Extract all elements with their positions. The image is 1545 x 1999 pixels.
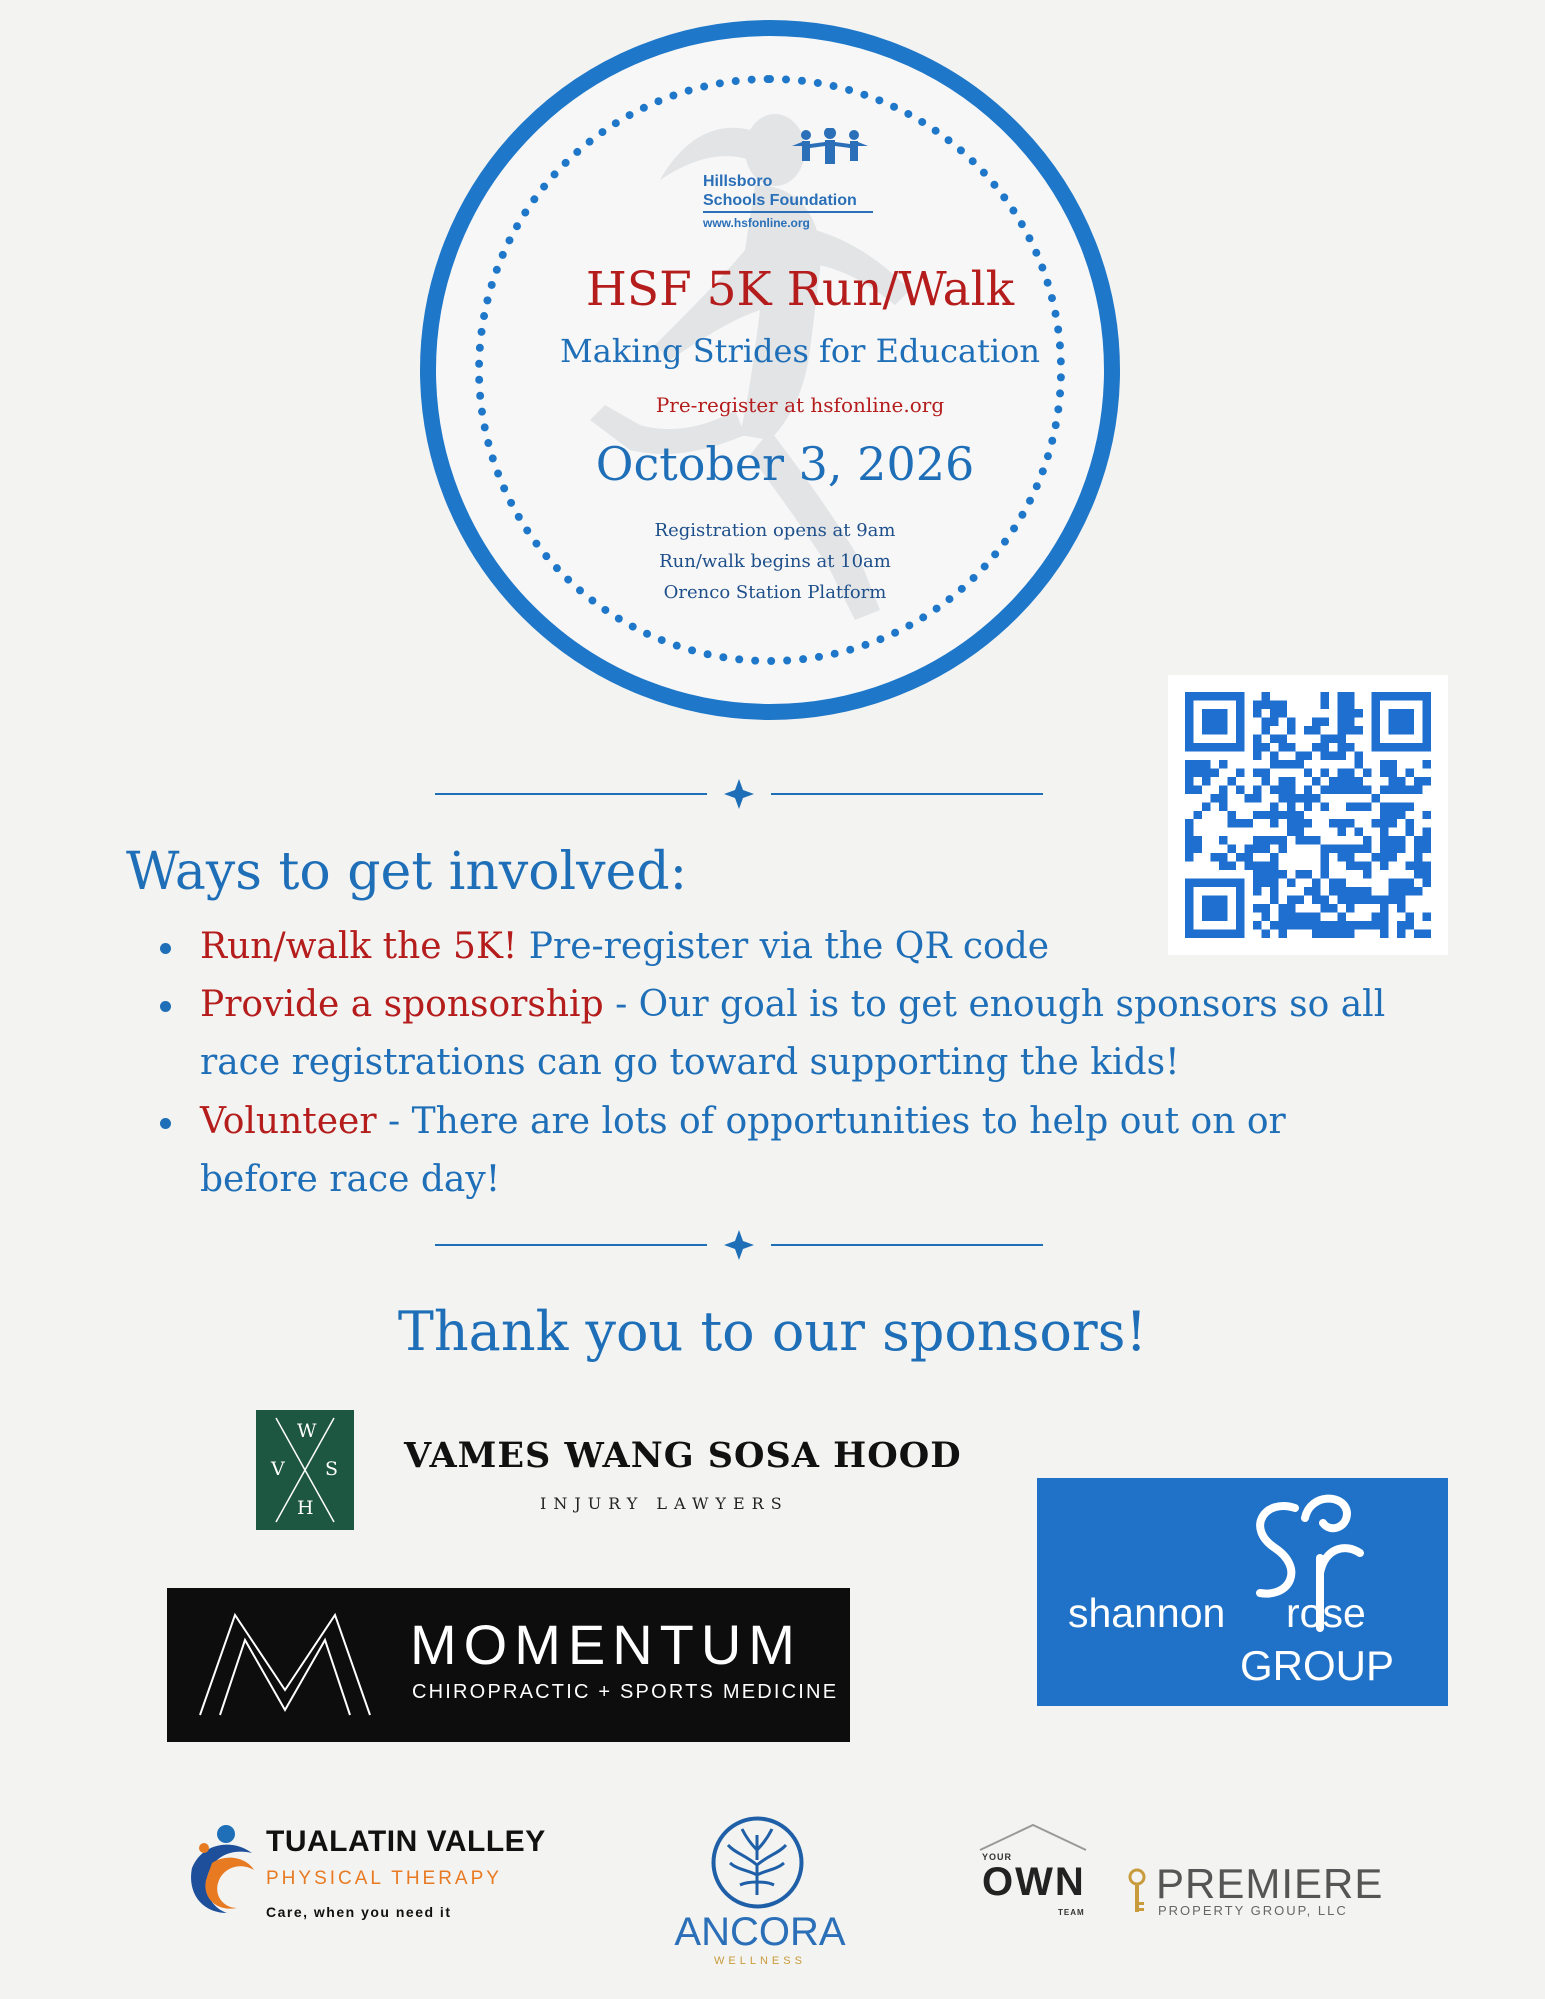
bullet-icon [160, 1118, 171, 1129]
tvpt-name: TUALATIN VALLEY [266, 1825, 546, 1858]
shannon-text: shannon [1068, 1590, 1226, 1636]
logo-underline [703, 211, 873, 213]
vwsh-name: VAMES WANG SOSA HOOD [404, 1435, 962, 1476]
list-item [160, 918, 1410, 976]
event-title: HSF 5K Run/Walk [585, 262, 1015, 317]
preregister-text: Pre-register at hsfonline.org [655, 393, 945, 417]
item-text: Pre-register via the QR code [517, 926, 1050, 967]
momentum-m-icon [195, 1610, 375, 1720]
detail-registration: Registration opens at 9am [654, 520, 896, 541]
sponsors-heading: Thank you to our sponsors! [397, 1300, 1148, 1363]
vwsh-subtitle: INJURY LAWYERS [540, 1494, 789, 1513]
hsf-logo [703, 172, 873, 230]
ancora-name: ANCORA [674, 1910, 846, 1954]
detail-start-time: Run/walk begins at 10am [659, 551, 891, 572]
item-highlight: Volunteer [200, 1101, 377, 1142]
rose-text: rose [1286, 1590, 1366, 1636]
own-roof-icon [978, 1822, 1088, 1852]
group-text: GROUP [1240, 1642, 1395, 1689]
vwsh-letter-s: S [325, 1458, 339, 1480]
item-highlight: Provide a sponsorship [200, 984, 604, 1025]
org-url: www.hsfonline.org [703, 216, 810, 230]
item-text: - Our goal is to get enough sponsors so all [603, 984, 1386, 1025]
item-highlight: Run/walk the 5K! [200, 926, 518, 967]
tvpt-subtitle: PHYSICAL THERAPY [266, 1868, 502, 1889]
own-own-text: OWN [982, 1860, 1086, 1904]
own-team-text: TEAM [1058, 1908, 1085, 1917]
list-item [160, 1093, 1410, 1209]
item-text: - There are lots of opportunities to help out on or [376, 1101, 1286, 1142]
item-text-continued: race registrations can go toward supporting the kids! [200, 1042, 1180, 1083]
vwsh-letter-w: W [297, 1420, 317, 1442]
item-text-continued: before race day! [200, 1159, 501, 1200]
vwsh-letter-v: V [271, 1458, 285, 1480]
premiere-subtitle: PROPERTY GROUP, LLC [1158, 1903, 1348, 1918]
momentum-subtitle: CHIROPRACTIC + SPORTS MEDICINE [412, 1681, 839, 1703]
premiere-name: PREMIERE [1156, 1860, 1384, 1907]
own-your-text: YOUR [982, 1852, 1013, 1862]
detail-location: Orenco Station Platform [663, 582, 887, 603]
ancora-subtitle: WELLNESS [714, 1955, 806, 1967]
org-name-line2: Schools Foundation [703, 192, 857, 209]
ancora-tree-icon [710, 1815, 805, 1910]
vwsh-logo [256, 1410, 354, 1530]
org-name-line1: Hillsboro [703, 173, 773, 190]
list-item [160, 976, 1410, 1092]
bullet-icon [160, 943, 171, 954]
hsf-people-icon [790, 128, 870, 172]
divider-top [435, 779, 1043, 809]
vwsh-letter-h: H [297, 1497, 314, 1519]
momentum-name: MOMENTUM [410, 1613, 802, 1676]
divider-bottom [435, 1230, 1043, 1260]
event-date: October 3, 2026 [595, 437, 975, 491]
bullet-icon [160, 1001, 171, 1012]
event-subtitle: Making Strides for Education [559, 332, 1041, 370]
tvpt-tagline: Care, when you need it [266, 1904, 452, 1920]
qr-code-icon[interactable] [1185, 692, 1431, 938]
key-icon [1126, 1868, 1148, 1916]
tvpt-figure-icon [182, 1808, 262, 1918]
ways-heading: Ways to get involved: [126, 842, 688, 902]
